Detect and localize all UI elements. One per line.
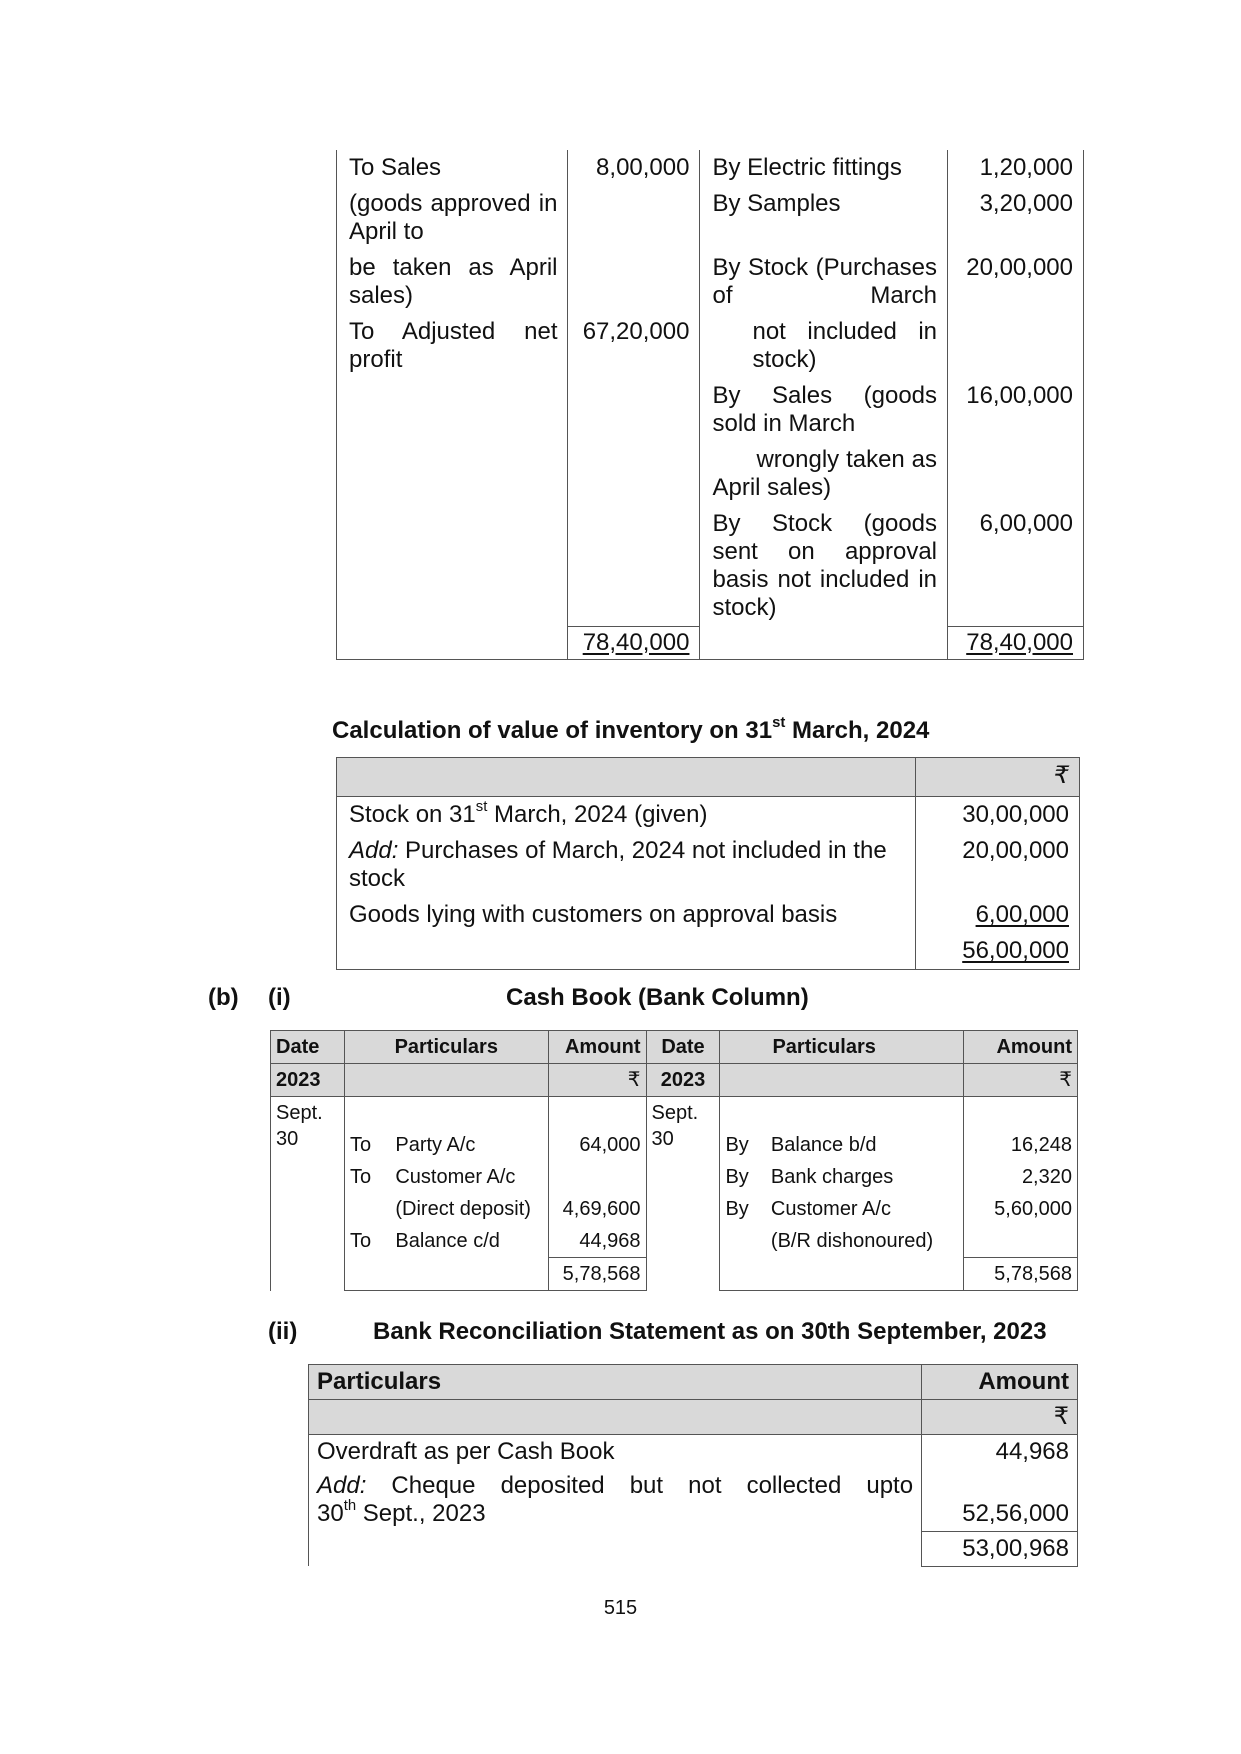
- rupee-icon: ₹: [548, 1064, 646, 1097]
- date-text: Sept. 30: [651, 1102, 699, 1150]
- inventory-table: [336, 757, 1080, 970]
- brs-amount: 44,968: [922, 1435, 1078, 1470]
- brs-item-line: [317, 1500, 913, 1528]
- entry-prefix: By: [720, 1129, 766, 1161]
- label-ii: (ii): [268, 1318, 298, 1345]
- entry-amount: 5,60,000: [964, 1193, 1078, 1225]
- debit-particulars: To Sales: [337, 150, 568, 186]
- blank-cell: [344, 1064, 548, 1097]
- label-i: (i): [268, 984, 291, 1011]
- cash-book-table: [270, 1030, 1078, 1291]
- inventory-heading-sup: st: [772, 715, 786, 731]
- inventory-total-value: 56,00,000: [962, 937, 1069, 964]
- entry-particulars: (Direct deposit): [390, 1193, 548, 1225]
- inventory-item: [337, 797, 916, 834]
- credit-amount: [948, 442, 1084, 506]
- inventory-amount-value: 6,00,000: [975, 901, 1069, 928]
- inventory-item: Goods lying with customers on approval basis: [337, 897, 916, 933]
- debit-amount: 67,20,000: [568, 314, 700, 378]
- table-row: [337, 833, 1080, 897]
- entry-amount: 4,69,600: [548, 1193, 646, 1225]
- credit-particulars: By Sales (goods sold in March: [700, 378, 948, 442]
- debit-particulars: [337, 506, 568, 626]
- blank-cell: [309, 1400, 922, 1435]
- inventory-item: [337, 833, 916, 897]
- brs-header-row: [309, 1365, 1078, 1400]
- debit-amount: [568, 506, 700, 626]
- date-cell: [646, 1097, 720, 1291]
- debit-amount: [568, 442, 700, 506]
- entry-prefix: To: [344, 1129, 390, 1161]
- particulars-header: Particulars: [720, 1031, 964, 1064]
- brs-item: [309, 1469, 922, 1531]
- inventory-heading-text: Calculation of value of inventory on 31: [332, 717, 773, 744]
- blank-cell: [720, 1258, 766, 1291]
- inventory-item-text: Purchases of March, 2024 not included in the stock: [349, 837, 887, 892]
- debit-total: 5,78,568: [548, 1258, 646, 1291]
- label-b: (b): [208, 984, 239, 1011]
- credit-amount: 1,20,000: [948, 150, 1084, 186]
- blank-cell: [766, 1097, 964, 1130]
- inventory-total-row: [337, 933, 1080, 970]
- credit-amount: [948, 314, 1084, 378]
- inventory-amount: 20,00,000: [916, 833, 1080, 897]
- credit-particulars: not included in stock): [700, 314, 948, 378]
- rupee-icon: ₹: [916, 758, 1080, 797]
- table-row: [337, 378, 1084, 442]
- amount-header: Amount: [964, 1031, 1078, 1064]
- credit-total: [948, 626, 1084, 659]
- blank-cell: [766, 1258, 964, 1291]
- entry-particulars: Party A/c: [390, 1129, 548, 1161]
- inventory-heading-tail: March, 2024: [785, 717, 930, 744]
- entry-particulars: Balance b/d: [766, 1129, 964, 1161]
- entry-amount: [548, 1161, 646, 1193]
- credit-particulars: By Samples: [700, 186, 948, 250]
- blank-cell: [964, 1097, 1078, 1130]
- entry-amount: 44,968: [548, 1225, 646, 1258]
- amount-header: Amount: [922, 1365, 1078, 1400]
- debit-amount: [568, 186, 700, 250]
- entry-amount: 16,248: [964, 1129, 1078, 1161]
- blank-cell: [390, 1258, 548, 1291]
- table-row: [337, 442, 1084, 506]
- debit-particulars: (goods approved in April to: [337, 186, 568, 250]
- brs-total-row: [309, 1531, 1078, 1566]
- cash-book-title: Cash Book (Bank Column): [506, 984, 809, 1011]
- credit-total: 5,78,568: [964, 1258, 1078, 1291]
- year-cell: 2023: [271, 1064, 345, 1097]
- entry-particulars: (B/R dishonoured): [766, 1225, 964, 1258]
- credit-particulars: By Electric fittings: [700, 150, 948, 186]
- entry-amount: 64,000: [548, 1129, 646, 1161]
- blank-cell: [309, 1531, 922, 1566]
- blank-cell: [700, 626, 948, 659]
- inventory-header-row: [337, 758, 1080, 797]
- inventory-amount: 30,00,000: [916, 797, 1080, 834]
- inventory-total: [916, 933, 1080, 970]
- add-label: Add:: [317, 1472, 367, 1499]
- debit-particulars: be taken as April sales): [337, 250, 568, 314]
- brs-item-line: [317, 1472, 913, 1500]
- rupee-icon: ₹: [964, 1064, 1078, 1097]
- blank-cell: [720, 1097, 766, 1130]
- table-row: [337, 506, 1084, 626]
- cash-book-header-row: [271, 1031, 1078, 1064]
- entry-amount: 2,320: [964, 1161, 1078, 1193]
- blank-cell: [344, 1258, 390, 1291]
- brs-currency-row: [309, 1400, 1078, 1435]
- entry-particulars: Bank charges: [766, 1161, 964, 1193]
- entry-particulars: Balance c/d: [390, 1225, 548, 1258]
- debit-particulars: [337, 442, 568, 506]
- table-row: [337, 150, 1084, 186]
- amount-header: Amount: [548, 1031, 646, 1064]
- year-cell: 2023: [646, 1064, 720, 1097]
- inventory-item-text: Stock on 31: [349, 801, 476, 828]
- date-text: Sept. 30: [276, 1102, 323, 1150]
- total-row: [337, 626, 1084, 659]
- table-row: [337, 797, 1080, 834]
- table-row: [337, 250, 1084, 314]
- inventory-item-tail: March, 2024 (given): [487, 801, 708, 828]
- credit-amount: 3,20,000: [948, 186, 1084, 250]
- brs-total: 53,00,968: [922, 1531, 1078, 1566]
- debit-amount: [568, 378, 700, 442]
- blank-cell: [344, 1097, 390, 1130]
- debit-total: [568, 626, 700, 659]
- entry-prefix: [720, 1225, 766, 1258]
- particulars-header: Particulars: [309, 1365, 922, 1400]
- brs-item-text: 30: [317, 1500, 344, 1527]
- brs-item-text: Cheque deposited but not collected upto: [366, 1472, 914, 1499]
- brs-amount: 52,56,000: [922, 1469, 1078, 1531]
- entry-prefix: To: [344, 1161, 390, 1193]
- particulars-header: Particulars: [344, 1031, 548, 1064]
- entry-prefix: [344, 1193, 390, 1225]
- entry-amount: [964, 1225, 1078, 1258]
- credit-amount: 6,00,000: [948, 506, 1084, 626]
- credit-total-value: 78,40,000: [966, 628, 1073, 656]
- table-row: [337, 186, 1084, 250]
- inventory-item-sup: st: [475, 799, 488, 815]
- entry-prefix: By: [720, 1161, 766, 1193]
- debit-particulars: [337, 378, 568, 442]
- entry-prefix: By: [720, 1193, 766, 1225]
- inventory-amount: [916, 897, 1080, 933]
- entry-particulars: Customer A/c: [390, 1161, 548, 1193]
- debit-amount: [568, 250, 700, 314]
- credit-particulars: wrongly taken as April sales): [700, 442, 948, 506]
- brs-title: Bank Reconciliation Statement as on 30th September, 2023: [373, 1318, 1047, 1345]
- brs-item-tail: Sept., 2023: [356, 1500, 486, 1527]
- rupee-icon: ₹: [922, 1400, 1078, 1435]
- brs-item: Overdraft as per Cash Book: [309, 1435, 922, 1470]
- header-blank: [337, 758, 916, 797]
- debit-amount: 8,00,000: [568, 150, 700, 186]
- brs-item-sup: th: [343, 1498, 357, 1514]
- credit-particulars: By Stock (goods sent on approval basis not included in stock): [700, 506, 948, 626]
- cash-book-year-row: [271, 1064, 1078, 1097]
- date-header: Date: [646, 1031, 720, 1064]
- table-row: [309, 1435, 1078, 1470]
- credit-amount: 16,00,000: [948, 378, 1084, 442]
- blank-cell: [548, 1097, 646, 1130]
- date-header: Date: [271, 1031, 345, 1064]
- blank-cell: [390, 1097, 548, 1130]
- table-row: [271, 1097, 1078, 1130]
- entry-prefix: To: [344, 1225, 390, 1258]
- blank-cell: [337, 933, 916, 970]
- page-number: 515: [603, 1597, 638, 1619]
- debit-total-value: 78,40,000: [582, 628, 690, 656]
- credit-particulars: By Stock (Purchases of March: [700, 250, 948, 314]
- add-label: Add:: [349, 837, 399, 864]
- table-row: [337, 314, 1084, 378]
- date-cell: [271, 1097, 345, 1291]
- table-row: [337, 897, 1080, 933]
- debit-particulars: To Adjusted net profit: [337, 314, 568, 378]
- entry-particulars: Customer A/c: [766, 1193, 964, 1225]
- blank-cell: [337, 626, 568, 659]
- brs-table: [308, 1364, 1078, 1567]
- adjusted-profit-loss-table: [336, 150, 1084, 660]
- table-row: [309, 1469, 1078, 1531]
- inventory-heading: [332, 717, 929, 745]
- credit-amount: 20,00,000: [948, 250, 1084, 314]
- blank-cell: [720, 1064, 964, 1097]
